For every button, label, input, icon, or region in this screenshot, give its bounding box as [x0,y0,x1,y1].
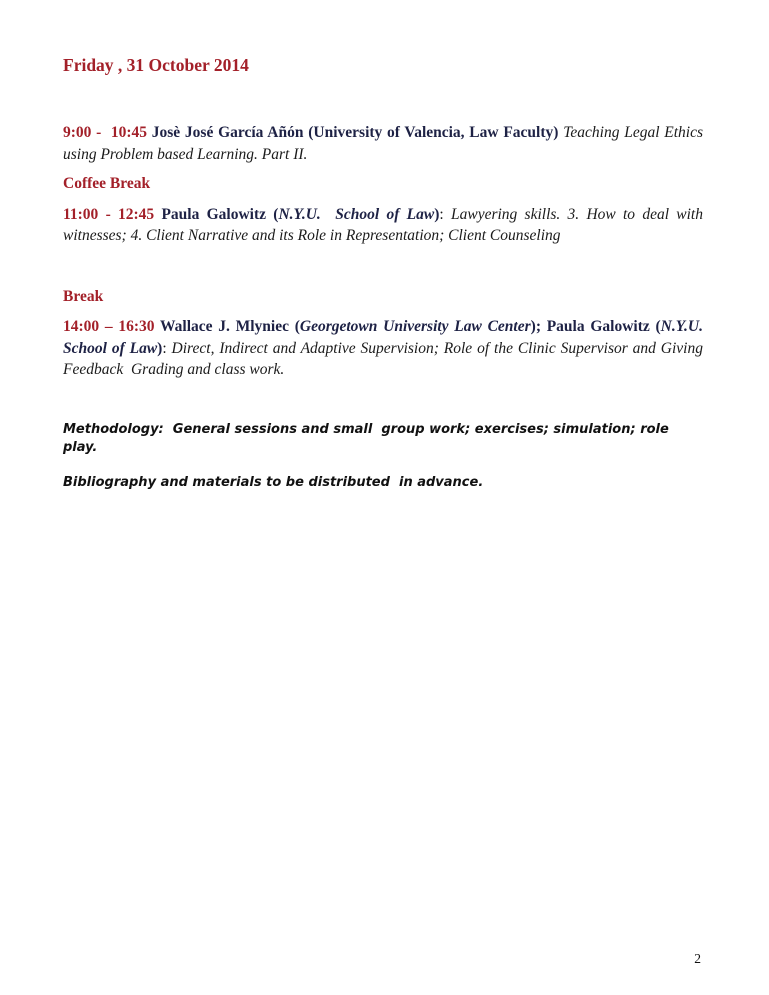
session-time: 14:00 – 16:30 [63,318,160,335]
punctuation: : [439,205,451,223]
speaker-name: Josè José García Añón (University of Valencia, Law Faculty) [151,124,564,141]
speaker-name: ) [434,205,440,223]
speaker-name: ) [157,339,163,357]
speaker-name: Paula Galowitz ( [546,318,661,335]
punctuation: : [162,339,172,357]
page-number: 2 [694,951,701,966]
methodology-note: Methodology: General sessions and small group work; exercises; simulation; role play. [63,421,669,455]
speaker-name: ); [530,318,547,335]
bibliography-note: Bibliography and materials to be distributed in advance. [63,474,484,490]
document-title: Friday , 31 October 2014 [63,55,249,75]
institution-name: Georgetown University Law Center [299,318,531,335]
coffee-break-heading: Coffee Break [63,175,151,192]
session-description: Direct, Indirect and Adaptive Supervision; Role of the Clinic Supervisor and Giving Feedback Grading and class work. [63,339,703,378]
document-body [63,122,703,492]
break-heading: Break [63,287,104,305]
session-0900 [63,122,703,165]
institution-name: N.Y.U. School of Law [278,205,435,223]
session-description: Lawyering skills. 3. How to deal with witnesses; 4. Client Narrative and its Role in Representation; Client Counseling [63,205,703,244]
institution-name: N.Y.U. School of Law [63,318,703,357]
document-content [63,0,703,492]
session-1100 [63,204,703,247]
session-1400 [63,316,703,381]
session-description: Teaching Legal Ethics using Problem based Learning. Part II. [63,124,703,163]
speaker-name: Paula Galowitz ( [161,205,279,223]
session-time: 11:00 - 12:45 [63,205,162,223]
speaker-name: Wallace J. Mlyniec ( [160,318,300,335]
session-time: 9:00 - 10:45 [63,124,152,141]
